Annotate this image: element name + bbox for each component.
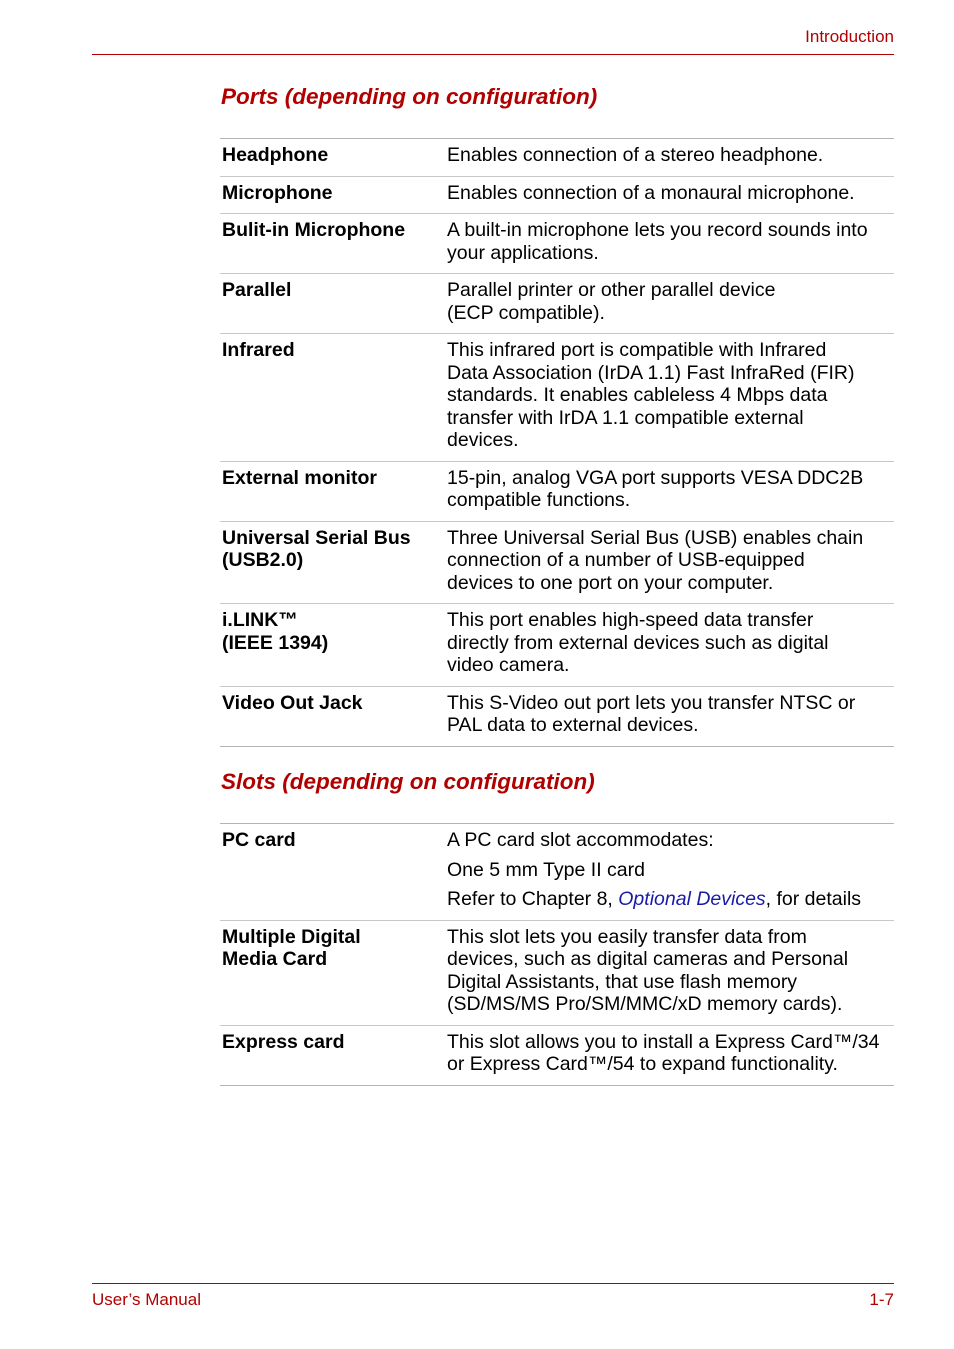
port-description: This infrared port is compatible with Infrared Data Association (IrDA 1.1) Fast InfraRed (FIR) standards. It enables cableless 4 Mbps data transfer with IrDA 1.1 compatible external devices. — [444, 334, 894, 462]
table-row — [220, 334, 894, 462]
footer-divider — [92, 1283, 894, 1284]
port-name: Microphone — [220, 176, 444, 214]
manual-title: User’s Manual — [92, 1290, 201, 1309]
table-row — [220, 824, 894, 921]
port-description: This S-Video out port lets you transfer NTSC or PAL data to external devices. — [444, 686, 894, 746]
reference-suffix: , for details — [765, 888, 862, 910]
table-row — [220, 139, 894, 177]
port-description: This port enables high-speed data transfer directly from external devices such as digital video camera. — [444, 604, 894, 687]
slot-description: This slot lets you easily transfer data from devices, such as digital cameras and Personal Digital Assistants, that use flash memory (SD/MS/MS Pro/SM/MMC/xD memory cards). — [444, 920, 894, 1025]
table-row — [220, 214, 894, 274]
slot-description — [444, 824, 894, 921]
ports-table — [220, 138, 894, 747]
port-name: Infrared — [220, 334, 444, 462]
table-row — [220, 274, 894, 334]
port-name: Headphone — [220, 139, 444, 177]
port-name: External monitor — [220, 461, 444, 521]
slots-section-title: Slots (depending on configuration) — [221, 769, 595, 794]
running-header: Introduction — [805, 27, 894, 46]
header-divider — [92, 54, 894, 55]
port-description: 15-pin, analog VGA port supports VESA DDC2B compatible functions. — [444, 461, 894, 521]
port-name: i.LINK™ (IEEE 1394) — [220, 604, 444, 687]
slots-table — [220, 823, 894, 1086]
ports-section-title: Ports (depending on configuration) — [221, 84, 598, 109]
port-description: A built-in microphone lets you record sounds into your applications. — [444, 214, 894, 274]
port-name: Bulit-in Microphone — [220, 214, 444, 274]
table-row — [220, 176, 894, 214]
slot-name: Multiple Digital Media Card — [220, 920, 444, 1025]
table-row — [220, 920, 894, 1025]
slot-description: This slot allows you to install a Express Card™/34 or Express Card™/54 to expand functionality. — [444, 1025, 894, 1085]
slot-name: PC card — [220, 824, 444, 921]
table-row — [220, 604, 894, 687]
port-description: Enables connection of a stereo headphone. — [444, 139, 894, 177]
port-name: Parallel — [220, 274, 444, 334]
optional-devices-link[interactable]: Optional Devices — [618, 888, 766, 910]
slot-name: Express card — [220, 1025, 444, 1085]
table-row — [220, 1025, 894, 1085]
port-description: Three Universal Serial Bus (USB) enables chain connection of a number of USB-equipped devices to one port on your computer. — [444, 521, 894, 604]
table-row — [220, 521, 894, 604]
slot-description-line: A PC card slot accommodates: — [447, 829, 714, 851]
port-description: Enables connection of a monaural microphone. — [444, 176, 894, 214]
slot-description-line — [447, 888, 892, 911]
port-name: Universal Serial Bus (USB2.0) — [220, 521, 444, 604]
slot-description-line: One 5 mm Type II card — [447, 858, 645, 881]
table-row — [220, 461, 894, 521]
port-description: Parallel printer or other parallel device (ECP compatible). — [444, 274, 894, 334]
reference-prefix: Refer to Chapter 8, — [447, 888, 619, 910]
table-row — [220, 686, 894, 746]
page-number: 1-7 — [869, 1290, 894, 1309]
port-name: Video Out Jack — [220, 686, 444, 746]
